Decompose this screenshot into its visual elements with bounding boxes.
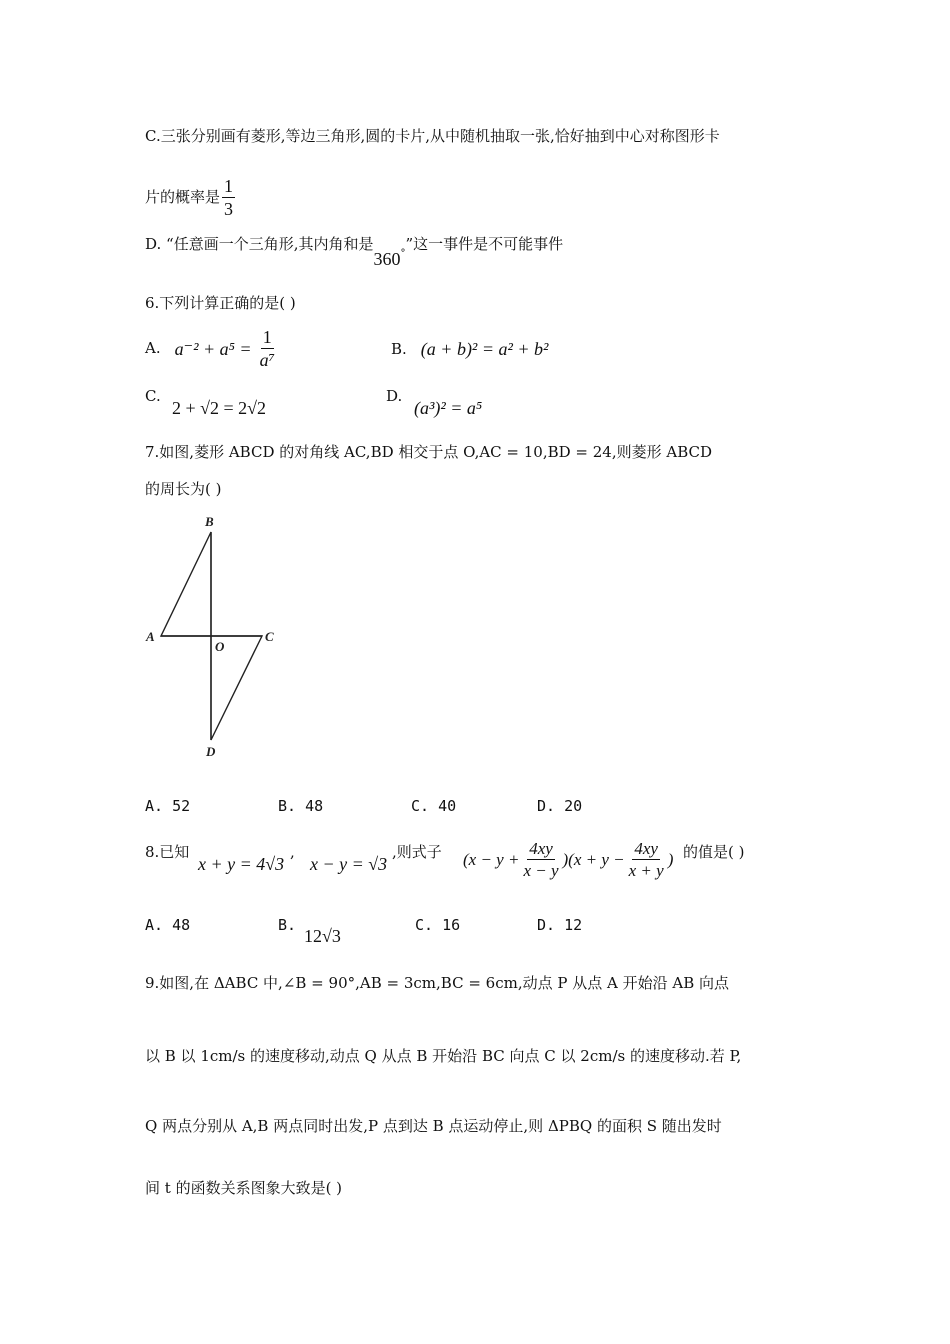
q7-option-a: A. 52 xyxy=(145,797,191,815)
q8-mid: ,则式子 xyxy=(392,843,442,861)
fraction-numerator: 1 xyxy=(224,176,234,196)
q6-c-math: 2 + √2 = 2√2 xyxy=(172,398,267,418)
fraction-denominator: x + y xyxy=(628,861,664,880)
q6-option-a xyxy=(145,328,277,369)
q7-stem-line2: 的周长为( ) xyxy=(145,480,222,498)
q7-option-d: D. 20 xyxy=(537,797,583,815)
q6-stem: 6.下列计算正确的是( ) xyxy=(145,294,296,312)
q8-fraction-2 xyxy=(627,840,666,879)
expr-part: ) xyxy=(667,850,674,869)
option-label: B. xyxy=(391,339,407,358)
q5-d-suffix: ”这一事件是不可能事件 xyxy=(405,235,564,253)
q8-fraction-1 xyxy=(521,840,560,879)
q5-option-d xyxy=(145,237,563,268)
q8-cond1: x + y = 4√3 xyxy=(198,854,285,874)
rhombus-figure xyxy=(140,510,290,760)
q6-a-fraction xyxy=(258,328,277,369)
fraction-denominator: x − y xyxy=(523,861,559,880)
q6-option-d xyxy=(386,389,402,404)
q5-c-text: 片的概率是 xyxy=(145,188,221,206)
expr-part: )(x + y − xyxy=(562,850,625,869)
option-label: C. xyxy=(145,387,161,405)
fraction-numerator: 4xy xyxy=(634,839,658,858)
q6-d-math: (a³)² = a⁵ xyxy=(414,398,483,418)
fraction-numerator: 1 xyxy=(262,327,272,347)
q6-option-b xyxy=(391,340,548,358)
vertex-label-b: B xyxy=(205,514,214,529)
q5-c-fraction xyxy=(222,177,235,218)
q7-option-b: B. 48 xyxy=(278,797,324,815)
q9-line2: 以 B 以 1cm/s 的速度移动,动点 Q 从点 B 开始沿 BC 向点 C 以 2cm/s 的速度移动.若 P, xyxy=(145,1047,742,1065)
q7-stem-line1: 7.如图,菱形 ABCD 的对角线 AC,BD 相交于点 O,AC = 10,BD = 24,则菱形 ABCD xyxy=(145,443,713,461)
q8-cond2: x − y = √3 xyxy=(310,854,388,874)
q8-prefix: 8.已知 xyxy=(145,843,190,861)
vertex-label-c: C xyxy=(265,629,274,644)
vertex-label-d: D xyxy=(206,744,216,759)
q8-sep: , xyxy=(290,843,295,861)
option-label: D. xyxy=(386,387,403,405)
q8-suffix: 的值是( ) xyxy=(683,843,745,861)
q9-line1: 9.如图,在 ΔABC 中,∠B = 90°,AB = 3cm,BC = 6cm,动点 P 从点 A 开始沿 AB 向点 xyxy=(145,974,729,992)
q9-line3: Q 两点分别从 A,B 两点同时出发,P 点到达 B 点运动停止,则 ΔPBQ 的面积 S 随出发时 xyxy=(145,1117,722,1135)
q7-option-c: C. 40 xyxy=(411,797,457,815)
option-label: A. xyxy=(145,339,161,357)
fraction-denominator: a⁷ xyxy=(259,350,275,370)
fraction-numerator: 4xy xyxy=(529,839,553,858)
q5-option-c-line2 xyxy=(145,177,235,218)
q8-option-a: A. 48 xyxy=(145,916,191,934)
center-label-o: O xyxy=(215,639,225,654)
q9-line4: 间 t 的函数关系图象大致是( ) xyxy=(145,1179,343,1197)
q8-option-d: D. 12 xyxy=(537,916,583,934)
q6-b-math: (a + b)² = a² + b² xyxy=(420,339,549,359)
q8-option-b: B. xyxy=(278,916,297,934)
expr-part: (x − y + xyxy=(463,850,520,869)
q6-option-c xyxy=(145,389,161,404)
q6-a-math: a⁻² + a⁵ = xyxy=(174,338,252,359)
q8-expression xyxy=(463,840,673,879)
fraction-denominator: 3 xyxy=(224,199,234,219)
q5-d-prefix: D. “任意画一个三角形,其内角和是 xyxy=(145,235,374,253)
q5-d-degree: ° xyxy=(400,248,406,259)
q8-option-c: C. 16 xyxy=(415,916,461,934)
vertex-label-a: A xyxy=(146,629,155,644)
q5-option-c-line1: C.三张分别画有菱形,等边三角形,圆的卡片,从中随机抽取一张,恰好抽到中心对称图形卡 xyxy=(145,127,720,145)
q8-b-math: 12√3 xyxy=(304,926,341,946)
q5-d-math: 360 xyxy=(373,249,401,269)
